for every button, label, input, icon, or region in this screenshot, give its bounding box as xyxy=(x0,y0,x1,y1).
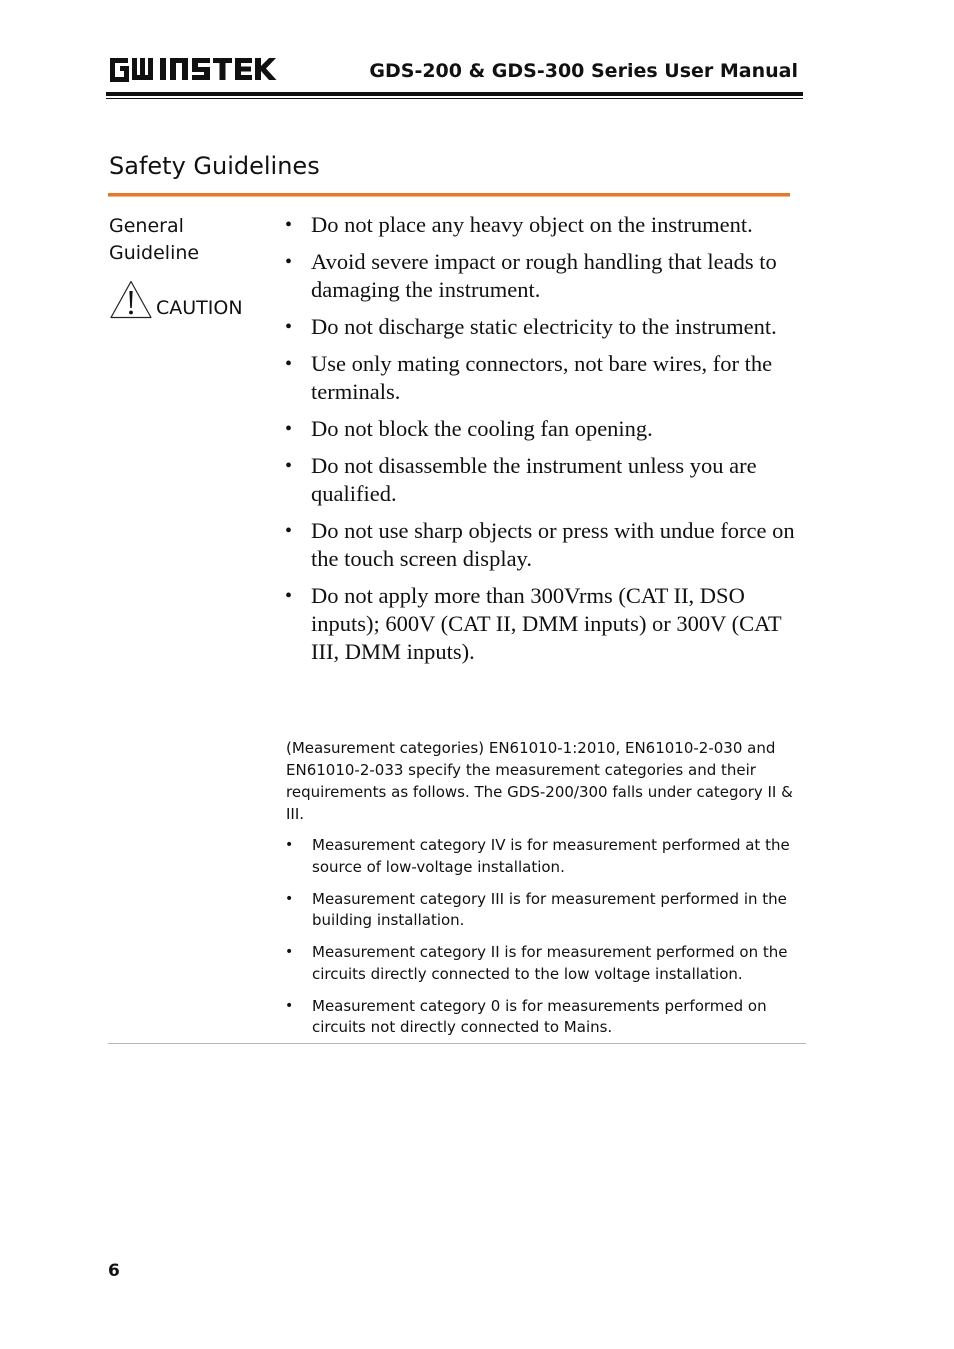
page-number: 6 xyxy=(108,1261,120,1281)
list-item: • Do not disassemble the instrument unless you are qualified. xyxy=(285,452,805,508)
measurement-category-list xyxy=(285,835,795,1049)
list-item: • Do not apply more than 300Vrms (CAT II, DSO inputs); 600V (CAT II, DMM inputs) or 300V (CAT III, DMM inputs). xyxy=(285,582,805,666)
section-end-rule xyxy=(108,1043,806,1044)
list-item: • Measurement category IV is for measurement performed at the source of low-voltage installation. xyxy=(285,835,795,878)
section-underline-shadow xyxy=(108,196,790,197)
list-item: • Do not discharge static electricity to the instrument. xyxy=(285,313,805,341)
header-rule xyxy=(106,92,803,96)
guideline-list xyxy=(285,211,805,675)
list-item: • Use only mating connectors, not bare wires, for the terminals. xyxy=(285,350,805,406)
list-item: • Do not place any heavy object on the instrument. xyxy=(285,211,805,239)
section-title: Safety Guidelines xyxy=(109,152,320,180)
list-item: • Avoid severe impact or rough handling that leads to damaging the instrument. xyxy=(285,248,805,304)
document-title: GDS-200 & GDS-300 Series User Manual xyxy=(369,60,798,82)
caution-label: CAUTION xyxy=(156,297,243,319)
list-item: • Measurement category III is for measurement performed in the building installation. xyxy=(285,889,795,932)
sidebar-label: General Guideline xyxy=(109,215,200,264)
list-item: • Measurement category II is for measurement performed on the circuits directly connected to the low voltage installation. xyxy=(285,942,795,985)
list-item: • Measurement category 0 is for measurements performed on circuits not directly connected to Mains. xyxy=(285,996,795,1039)
list-item: • Do not block the cooling fan opening. xyxy=(285,415,805,443)
gw-instek-logo xyxy=(108,52,280,86)
warning-triangle-icon xyxy=(109,280,153,320)
list-item: • Do not use sharp objects or press with undue force on the touch screen display. xyxy=(285,517,805,573)
measurement-categories-note: (Measurement categories) EN61010-1:2010, EN61010-2-030 and EN61010-2-033 specify the measurement categories and their requirements as follows. The GDS-200/300 falls under category II & III. xyxy=(286,739,793,823)
header-rule-thin xyxy=(106,98,803,99)
